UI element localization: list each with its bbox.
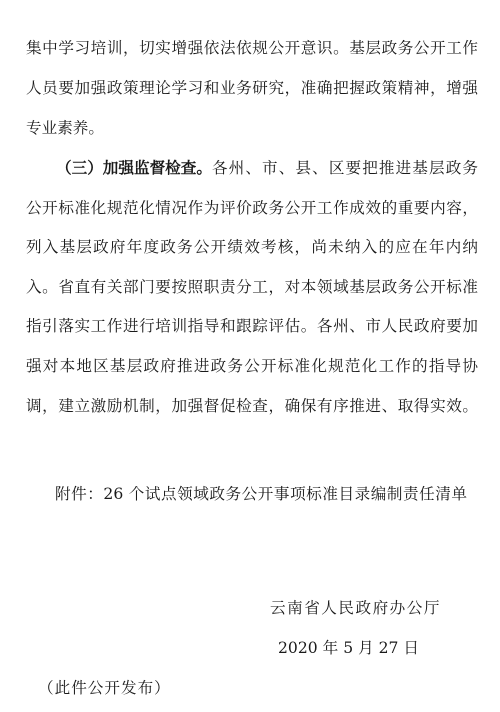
attachment-line: 附件：26 个试点领域政务公开事项标准目录编制责任清单 [55, 485, 467, 503]
publication-note: （此件公开发布） [38, 679, 171, 697]
paragraph-2-line-1 [56, 158, 478, 178]
section-heading: （三）加强监督检查。 [56, 158, 212, 177]
issuer-name: 云南省人民政府办公厅 [270, 599, 441, 617]
paragraph-2-line-1-text: 各州、市、县、区要把推进基层政务 [211, 159, 478, 177]
paragraph-2-line-7: 调，建立激励机制，加强督促检查，确保有序推进、取得实效。 [26, 397, 478, 415]
issue-date: 2020 年 5 月 27 日 [278, 639, 420, 657]
paragraph-1-line-1: 集中学习培训，切实增强依法依规公开意识。基层政务公开工作 [26, 39, 478, 57]
paragraph-1-line-2: 人员要加强政策理论学习和业务研究，准确把握政策精神，增强 [26, 79, 478, 97]
paragraph-2-line-6: 强对本地区基层政府推进政务公开标准化规范化工作的指导协 [26, 357, 478, 375]
paragraph-2-line-5: 指引落实工作进行培训指导和跟踪评估。各州、市人民政府要加 [26, 317, 478, 335]
paragraph-1-line-3: 专业素养。 [26, 119, 104, 137]
paragraph-2-line-3: 列入基层政府年度政务公开绩效考核，尚未纳入的应在年内纳 [26, 238, 478, 256]
paragraph-2-line-2: 公开标准化规范化情况作为评价政务公开工作成效的重要内容， [26, 199, 478, 217]
paragraph-2-line-4: 入。省直有关部门要按照职责分工，对本领域基层政务公开标准 [26, 278, 478, 296]
